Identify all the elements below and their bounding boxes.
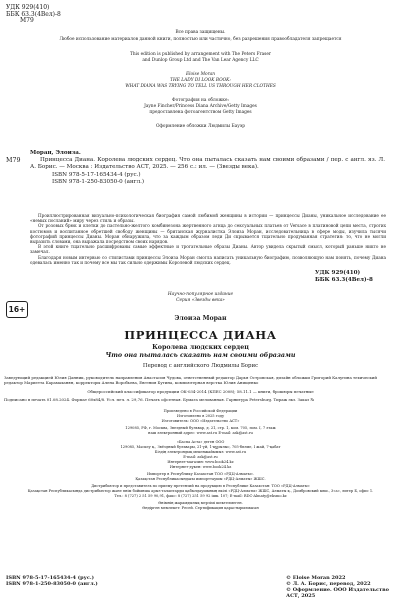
imprint-okpd: Общероссийский классификатор продукции ОК-034-2014 (КПЕС 2008); 58.11.1 — книги, брошюры печатные bbox=[87, 389, 314, 394]
made-in: Произведено в Российской Федерации bbox=[163, 409, 238, 413]
edition-line-2: and Dunlop Group Ltd and The Van Lear Agency LLC bbox=[142, 58, 259, 63]
photo-line-2: Jayne Fincher/Princess Diana Archive/Getty Images bbox=[144, 104, 257, 109]
bib-text: Принцесса Диана. Королева людских сердец. Что она пыталась сказать нам своими образами / пер. с англ. яз. Л. А. Борис. — Москва : Издательство АСТ, 2025. — 256 с.: ил. — (Звезды века). bbox=[30, 157, 385, 171]
publisher-contacts: наш электронный адрес: www.ast.ru E-mail: ask@ast.ru bbox=[148, 431, 253, 435]
importer: Импортер в Республику Казахстан ТОО «РДЦ-Алматы». bbox=[146, 472, 255, 476]
classification-codes-2 bbox=[315, 270, 385, 283]
imprint-staff: Заведующий редакцией Юлия Данник, руководитель направления Анастасия Чудова, ответственный редактор Дарья Островская, дизайн обложки Григорий Калугина техический редактор Мариетта Карамаханян, корректоры Алена Воробьева, Евгения Бутина, компьютерная верстка Юлия Анищенко bbox=[4, 375, 377, 385]
age-rating-badge: 16+ bbox=[6, 301, 28, 318]
abstract-p1: Проиллюстрированная визуально-психологическая биография самой любимой женщины в истории — принцессы Дианы, уникальное исследование ее «немых посланий» миру через стиль и образы. bbox=[30, 213, 386, 224]
book-subtitle-1: Королева людских сердец bbox=[152, 344, 249, 351]
imprint-signed: Подписано в печать 01.08.2024. Формат 60х84/8. Усл. печ. л. 29,76. Печать офсетная. Бумага мелованная. Гарнитура Petersburg. Тираж экз. Заказ № bbox=[4, 397, 315, 402]
bib-record bbox=[30, 150, 385, 186]
book-author: Элоиза Моран bbox=[174, 315, 227, 322]
translator: Перевод с английского Людмилы Борис bbox=[142, 363, 259, 369]
kz-address: 129085, Мәскеу қ., Звёздный бульвары, 21-үй, 1-құрылыс, 705-бөлме, I жай, 7-қабат bbox=[120, 445, 281, 449]
book-title: ПРИНЦЕССА ДИАНА bbox=[124, 328, 277, 342]
photo-line-1: Фотография на обложке: bbox=[172, 98, 229, 103]
side-author-mark: М79 bbox=[6, 157, 21, 164]
bib-isbn-1: ISBN 978-5-17-165434-4 (рус.) bbox=[52, 171, 141, 178]
photo-line-3: предоставлена фотоагентством Getty Images bbox=[149, 110, 252, 115]
udk-code: УДК 929(410) bbox=[6, 4, 50, 11]
bbk-code: ББК 63.3(4Вел)-8 bbox=[6, 10, 61, 18]
edition-line-1: This edition is published by arrangement with The Peters Fraser bbox=[130, 52, 271, 57]
bottom-isbn-1: ISBN 978-5-17-165434-4 (рус.) bbox=[6, 575, 94, 581]
abstract bbox=[30, 213, 386, 265]
publisher-address: 129085, РФ, г. Москва, Звездный бульвар, д. 21, стр. 1, ком. 705, пом. I, 7 этаж bbox=[125, 426, 276, 430]
abstract-p4: Благодаря новым интервью со стилистами принцессы Элоиза Моран смогла написать уникальную биографию, позволяющую нам понять, почему Диана одевалась именно так и почему все мы так сильно одержимы Королевой людских сердец. bbox=[30, 254, 386, 265]
online-store: Интернет-магазин: www.book24.kz bbox=[167, 460, 234, 464]
distributor-kz: Қазақстан Республикасында дистрибьютор және өнім бойынша арыз-талаптарды қабылдаушының өкілі «РДЦ-Алматы» ЖШС, Алматы қ., Домбровский көш., 3«а», литер Б, офис 1. bbox=[27, 489, 374, 493]
bbk-code-2: ББК 63.3(4Вел)-8 bbox=[315, 276, 373, 283]
publication-type: Научно-популярное издание bbox=[167, 292, 234, 297]
validity: Өнімнің жарамдылық мерзімі шектелмеген. bbox=[158, 501, 243, 505]
copyright-1: © Eloise Moran 2022 bbox=[286, 575, 346, 581]
rights-line-1: Все права защищены. bbox=[175, 30, 226, 35]
distributor: Дистрибьютор и представитель по приему претензий на продукцию в Республике Казахстан: ТОО «РДЦ-Алматы» bbox=[91, 484, 310, 488]
bib-isbn-2: ISBN 978-1-250-83050-0 (англ.) bbox=[52, 178, 145, 185]
distributor-phone: Тел.: 8 (727) 2 51 59 90,91, факс: 8 (727) 251 59 92 ішк. 107; E-mail: RDC-Almaty@eksmo.kz bbox=[114, 494, 287, 498]
made-date: Изготовлено в 2025 году bbox=[176, 414, 225, 418]
bottom-isbn-2: ISBN 978-1-250-83050-0 (англ.) bbox=[6, 581, 98, 587]
kz-publisher: «Баспа Аста» деген ООО bbox=[176, 440, 225, 444]
bib-author: Моран, Элоиза. bbox=[30, 150, 81, 156]
book-subtitle-2: Что она пыталась сказать нам своими образами bbox=[105, 352, 296, 359]
made-by: Изготовитель: ООО «Издательство АСТ» bbox=[161, 419, 240, 423]
abstract-p3: В этой книге тщательно расшифрованы самые эффектные и трогательные образы Дианы. Автор увидела скрытый смысл, который раньше никто не замечал. bbox=[30, 244, 386, 255]
online-store-kz: Интернет-дүкен: www.book24.kz bbox=[169, 465, 232, 469]
copyright-3: © Оформление. ООО Издательство АСТ, 2025 bbox=[286, 587, 389, 599]
udk-code-2: УДК 929(410) bbox=[315, 270, 361, 276]
abstract-p2: От розовых брюк и клетки до пастельно-желтого комбинезона жертвенного агнца до сексуальных платьев от Versace в платиновой цепи места, строгих костюмов и воспитанное обретшей свободу женщины — британская журналистка Элоиза Моран, исследовательница в сфере моды, изучила тысячи фотографий принцессы Дианы. Моран обнаружила, что за каждым образом леди Ди скрывается тщательно продуманная стратегия: то, что не могли выразить словами, она выражала посредством своих нарядов. bbox=[30, 223, 386, 245]
series-name: Серия «Звезды века» bbox=[176, 298, 225, 303]
author-mark: М79 bbox=[20, 17, 34, 25]
copyright-2: © Л. А. Борис, перевод, 2022 bbox=[286, 581, 371, 587]
original-author: Eloise Moran bbox=[186, 72, 215, 77]
rights-line-2: Любое использование материалов данной книги, полностью или частично, без разрешения правообладателя запрещается bbox=[59, 37, 342, 42]
kz-email: E-mail: ask@ast.ru bbox=[183, 455, 218, 459]
classification-codes bbox=[6, 5, 61, 25]
original-title-1: THE LADY DI LOOK BOOK: bbox=[170, 78, 231, 83]
importer-kz: Қазақстан Республикасындағы импорттаушы «РДЦ-Алматы» ЖШС. bbox=[135, 477, 266, 481]
cover-design: Оформление обложки Людмилы Бауэр bbox=[156, 124, 245, 129]
kz-site: Біздің электрондық мекенжайымыз: www.ast.ru bbox=[154, 450, 247, 454]
bottom-isbn bbox=[6, 575, 98, 587]
copyright-notices bbox=[286, 575, 401, 599]
certification: Өндірген мемлекет: Ресей. Сертификация қарастырылмаған bbox=[142, 506, 259, 510]
original-title-2: WHAT DIANA WAS TRYING TO TELL US THROUGH HER CLOTHES bbox=[125, 84, 276, 89]
